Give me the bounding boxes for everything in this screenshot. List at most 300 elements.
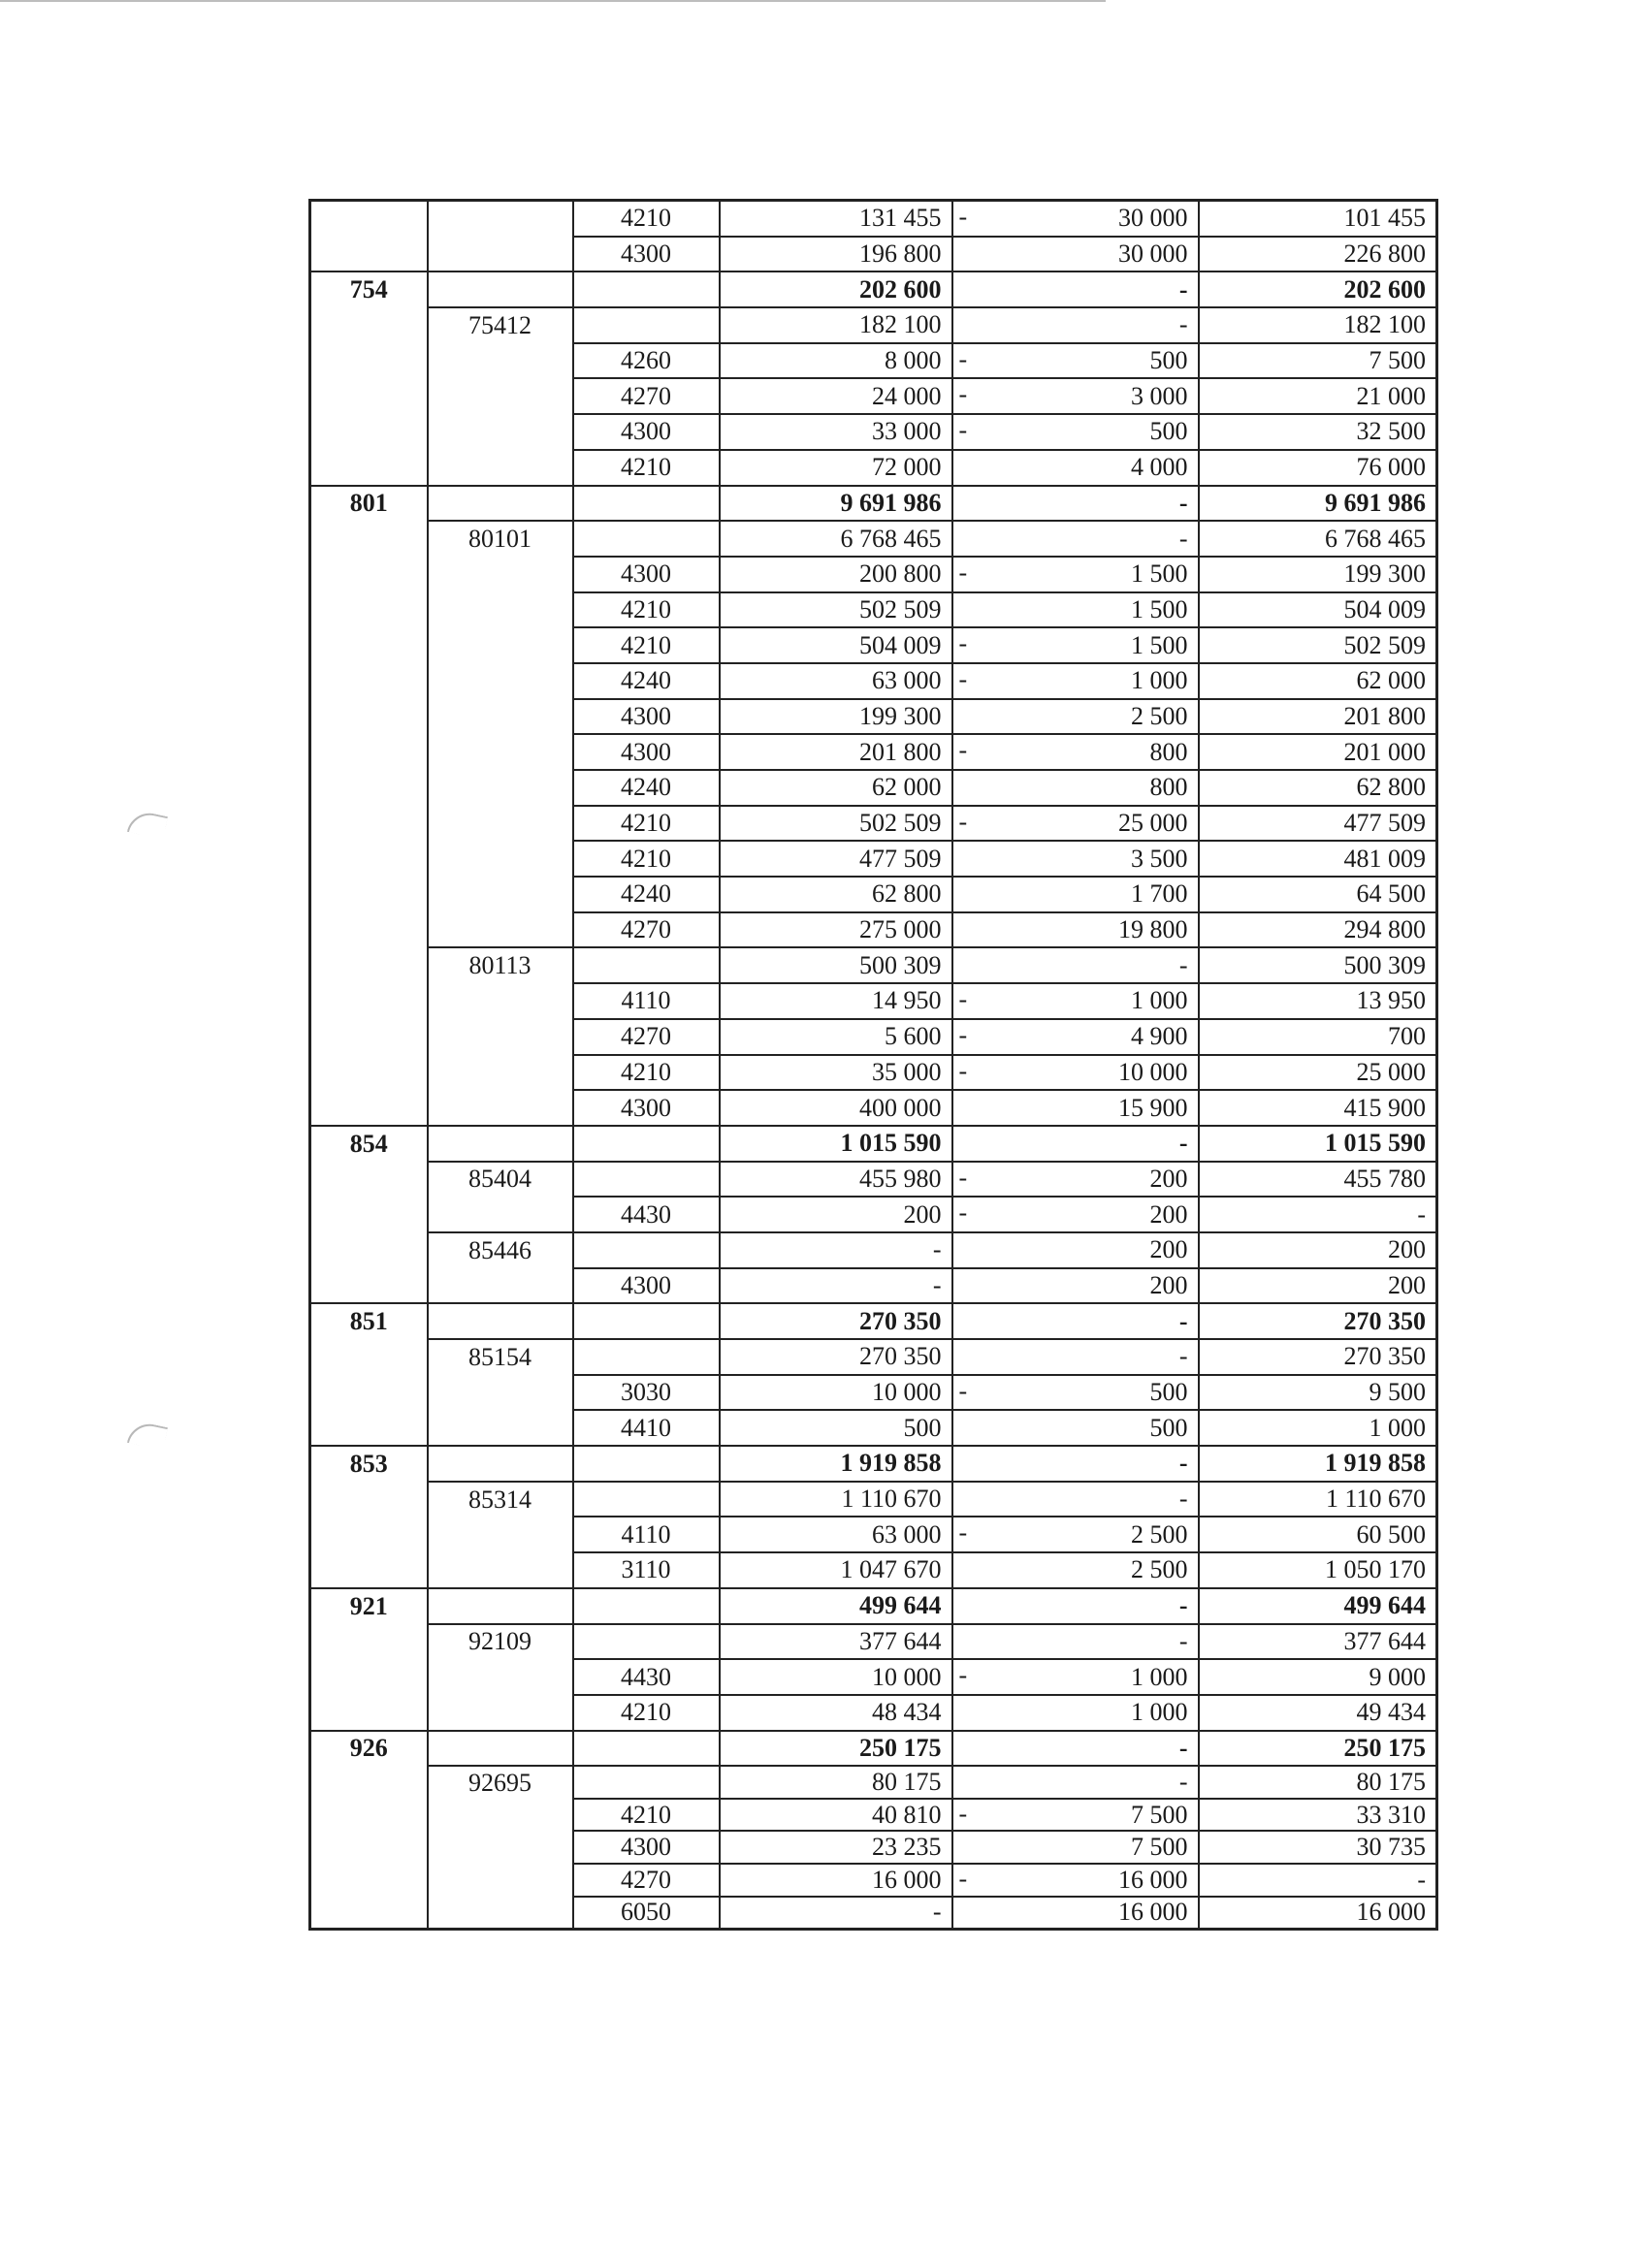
amount-before-cell: 5 600 (720, 1019, 952, 1055)
chapter-code-cell (428, 1126, 573, 1162)
amount-before-cell: 377 644 (720, 1624, 952, 1660)
table-row (310, 1090, 1437, 1126)
amount-before-cell: 400 000 (720, 1090, 952, 1126)
amount-before-cell: 270 350 (720, 1303, 952, 1339)
change-cell (952, 378, 1199, 414)
amount-before-cell: 500 309 (720, 947, 952, 983)
chapter-code-cell (428, 1410, 573, 1446)
section-code-cell (310, 1517, 428, 1552)
chapter-code-cell (428, 806, 573, 842)
section-code-cell (310, 1799, 428, 1832)
amount-after-cell: 200 (1199, 1268, 1437, 1304)
change-cell (952, 1517, 1199, 1552)
section-code-cell (310, 1897, 428, 1930)
amount-after-cell: 504 009 (1199, 592, 1437, 628)
section-code-cell (310, 627, 428, 663)
paragraph-code-cell (573, 272, 720, 307)
change-cell (952, 912, 1199, 948)
change-value: 800 (1149, 737, 1188, 766)
table-row (310, 1864, 1437, 1897)
section-code-cell (310, 841, 428, 877)
paragraph-code-cell: 4300 (573, 699, 720, 735)
change-cell (952, 486, 1199, 522)
amount-after-cell: 500 309 (1199, 947, 1437, 983)
amount-after-cell: 1 919 858 (1199, 1446, 1437, 1482)
paragraph-code-cell (573, 1162, 720, 1198)
chapter-row (310, 1482, 1437, 1517)
change-value: 1 000 (1131, 986, 1188, 1015)
amount-before-cell: 196 800 (720, 237, 952, 272)
table-row (310, 1055, 1437, 1091)
amount-after-cell: 455 780 (1199, 1162, 1437, 1198)
change-value: 500 (1149, 417, 1188, 446)
section-code-cell (310, 1659, 428, 1695)
change-cell (952, 983, 1199, 1019)
change-value: - (1178, 1449, 1188, 1478)
section-code-cell (310, 912, 428, 948)
paragraph-code-cell: 3030 (573, 1375, 720, 1411)
chapter-code-cell (428, 1303, 573, 1339)
table-row (310, 877, 1437, 912)
amount-after-cell: 30 735 (1199, 1831, 1437, 1864)
amount-before-cell: 182 100 (720, 307, 952, 343)
change-value: 30 000 (1118, 240, 1188, 269)
change-value: 4 900 (1131, 1022, 1188, 1051)
amount-before-cell: 250 175 (720, 1731, 952, 1767)
chapter-code-cell (428, 1831, 573, 1864)
change-value: 1 500 (1131, 630, 1188, 659)
change-cell (952, 1375, 1199, 1411)
change-cell (952, 1552, 1199, 1588)
chapter-code-cell: 85446 (428, 1232, 573, 1268)
amount-before-cell: 199 300 (720, 699, 952, 735)
section-code-cell (310, 1197, 428, 1232)
chapter-code-cell (428, 486, 573, 522)
decrease-sign: - (958, 985, 968, 1014)
change-value: 3 500 (1131, 844, 1188, 873)
paragraph-code-cell: 4410 (573, 1410, 720, 1446)
decrease-sign: - (958, 1163, 968, 1192)
section-code-cell (310, 450, 428, 486)
amount-after-cell: 33 310 (1199, 1799, 1437, 1832)
chapter-code-cell (428, 1197, 573, 1232)
paragraph-code-cell: 4300 (573, 1090, 720, 1126)
change-cell (952, 414, 1199, 450)
section-code-cell: 853 (310, 1446, 428, 1482)
chapter-code-cell (428, 1517, 573, 1552)
change-value: 25 000 (1118, 809, 1188, 838)
chapter-code-cell: 80113 (428, 947, 573, 983)
paragraph-code-cell: 4270 (573, 1864, 720, 1897)
table-row (310, 1552, 1437, 1588)
paragraph-code-cell: 4210 (573, 201, 720, 237)
amount-before-cell: 504 009 (720, 627, 952, 663)
change-value: - (1178, 1485, 1188, 1514)
change-value: 200 (1149, 1235, 1188, 1264)
amount-after-cell: 80 175 (1199, 1766, 1437, 1799)
amount-before-cell: 80 175 (720, 1766, 952, 1799)
paragraph-code-cell: 4300 (573, 414, 720, 450)
section-row (310, 1303, 1437, 1339)
amount-before-cell: 23 235 (720, 1831, 952, 1864)
change-value: - (1178, 950, 1188, 979)
chapter-code-cell (428, 1864, 573, 1897)
table-row (310, 378, 1437, 414)
change-cell (952, 1624, 1199, 1660)
chapter-code-cell: 85404 (428, 1162, 573, 1198)
decrease-sign: - (958, 558, 968, 587)
change-value: 800 (1149, 773, 1188, 802)
amount-after-cell: - (1199, 1864, 1437, 1897)
section-row (310, 1126, 1437, 1162)
change-value: - (1178, 1129, 1188, 1158)
chapter-code-cell (428, 877, 573, 912)
chapter-code-cell (428, 734, 573, 770)
amount-before-cell: - (720, 1232, 952, 1268)
change-cell (952, 307, 1199, 343)
table-row (310, 1410, 1437, 1446)
section-code-cell (310, 201, 428, 237)
change-value: 15 900 (1118, 1093, 1188, 1122)
paragraph-code-cell: 4300 (573, 557, 720, 592)
amount-before-cell: 33 000 (720, 414, 952, 450)
amount-after-cell: 49 434 (1199, 1695, 1437, 1731)
amount-after-cell: 700 (1199, 1019, 1437, 1055)
change-cell (952, 557, 1199, 592)
change-cell (952, 1588, 1199, 1624)
section-code-cell (310, 343, 428, 379)
decrease-sign: - (958, 1799, 968, 1828)
amount-before-cell: 24 000 (720, 378, 952, 414)
amount-after-cell: 499 644 (1199, 1588, 1437, 1624)
section-code-cell (310, 1375, 428, 1411)
change-cell (952, 1090, 1199, 1126)
amount-after-cell: 226 800 (1199, 237, 1437, 272)
amount-before-cell: 6 768 465 (720, 521, 952, 557)
change-value: 200 (1149, 1164, 1188, 1193)
change-value: 30 000 (1118, 204, 1188, 233)
amount-before-cell: 14 950 (720, 983, 952, 1019)
amount-after-cell: 201 000 (1199, 734, 1437, 770)
change-value: 3 000 (1131, 381, 1188, 410)
paragraph-code-cell (573, 486, 720, 522)
change-cell (952, 734, 1199, 770)
section-code-cell (310, 1268, 428, 1304)
change-cell (952, 663, 1199, 699)
change-value: 1 000 (1131, 666, 1188, 695)
table-row (310, 1799, 1437, 1832)
chapter-code-cell (428, 1268, 573, 1304)
section-row (310, 1446, 1437, 1482)
chapter-code-cell: 92695 (428, 1766, 573, 1799)
change-cell (952, 450, 1199, 486)
change-value: 500 (1149, 346, 1188, 375)
amount-before-cell: 1 015 590 (720, 1126, 952, 1162)
chapter-code-cell (428, 378, 573, 414)
decrease-sign: - (958, 344, 968, 373)
section-code-cell (310, 699, 428, 735)
amount-after-cell: 1 000 (1199, 1410, 1437, 1446)
table-row (310, 237, 1437, 272)
chapter-code-cell (428, 1552, 573, 1588)
amount-after-cell: 415 900 (1199, 1090, 1437, 1126)
punch-hole-mark (127, 809, 168, 839)
amount-after-cell: 9 500 (1199, 1375, 1437, 1411)
chapter-code-cell (428, 343, 573, 379)
amount-before-cell: - (720, 1268, 952, 1304)
paragraph-code-cell: 4240 (573, 877, 720, 912)
change-cell (952, 1482, 1199, 1517)
paragraph-code-cell: 4300 (573, 1268, 720, 1304)
decrease-sign: - (958, 1198, 968, 1228)
change-value: 500 (1149, 1413, 1188, 1442)
amount-after-cell: - (1199, 1197, 1437, 1232)
paragraph-code-cell: 4210 (573, 627, 720, 663)
paragraph-code-cell: 4210 (573, 1695, 720, 1731)
amount-after-cell: 6 768 465 (1199, 521, 1437, 557)
paragraph-code-cell: 4210 (573, 1799, 720, 1832)
section-code-cell (310, 1831, 428, 1864)
amount-after-cell: 1 050 170 (1199, 1552, 1437, 1588)
change-cell (952, 201, 1199, 237)
paragraph-code-cell: 4270 (573, 378, 720, 414)
change-cell (952, 1055, 1199, 1091)
paragraph-code-cell (573, 1303, 720, 1339)
chapter-code-cell (428, 1019, 573, 1055)
change-value: 200 (1149, 1199, 1188, 1229)
section-row (310, 1588, 1437, 1624)
change-value: - (1178, 488, 1188, 517)
amount-after-cell: 64 500 (1199, 877, 1437, 912)
change-cell (952, 1232, 1199, 1268)
paragraph-code-cell: 4210 (573, 806, 720, 842)
amount-before-cell: 1 047 670 (720, 1552, 952, 1588)
change-value: 1 500 (1131, 594, 1188, 623)
amount-after-cell: 60 500 (1199, 1517, 1437, 1552)
section-code-cell (310, 557, 428, 592)
change-cell (952, 877, 1199, 912)
amount-after-cell: 76 000 (1199, 450, 1437, 486)
paragraph-code-cell: 4210 (573, 592, 720, 628)
change-value: - (1178, 1591, 1188, 1620)
change-value: 1 700 (1131, 879, 1188, 909)
chapter-code-cell: 85314 (428, 1482, 573, 1517)
section-code-cell (310, 1482, 428, 1517)
amount-before-cell: 63 000 (720, 1517, 952, 1552)
decrease-sign: - (958, 1518, 968, 1548)
amount-before-cell: 502 509 (720, 592, 952, 628)
change-cell (952, 237, 1199, 272)
amount-after-cell: 9 000 (1199, 1659, 1437, 1695)
section-code-cell (310, 378, 428, 414)
paragraph-code-cell: 4270 (573, 912, 720, 948)
chapter-code-cell (428, 1055, 573, 1091)
amount-after-cell: 182 100 (1199, 307, 1437, 343)
table-row (310, 1659, 1437, 1695)
change-value: - (1178, 1342, 1188, 1371)
amount-after-cell: 201 800 (1199, 699, 1437, 735)
chapter-code-cell (428, 414, 573, 450)
chapter-code-cell (428, 699, 573, 735)
amount-after-cell: 1 110 670 (1199, 1482, 1437, 1517)
section-row (310, 1731, 1437, 1767)
table-row (310, 770, 1437, 806)
change-cell (952, 1864, 1199, 1897)
table-row (310, 450, 1437, 486)
table-row (310, 201, 1437, 237)
chapter-code-cell (428, 627, 573, 663)
chapter-row (310, 1766, 1437, 1799)
change-cell (952, 1410, 1199, 1446)
table-row (310, 1197, 1437, 1232)
amount-before-cell: 48 434 (720, 1695, 952, 1731)
section-code-cell (310, 983, 428, 1019)
paragraph-code-cell: 3110 (573, 1552, 720, 1588)
table-row (310, 1897, 1437, 1930)
change-value: 1 000 (1131, 1698, 1188, 1727)
amount-before-cell: 1 110 670 (720, 1482, 952, 1517)
decrease-sign: - (958, 807, 968, 836)
amount-after-cell: 270 350 (1199, 1339, 1437, 1375)
decrease-sign: - (958, 203, 968, 231)
section-row (310, 272, 1437, 307)
amount-before-cell: 63 000 (720, 663, 952, 699)
paragraph-code-cell: 4270 (573, 1019, 720, 1055)
table-row (310, 1019, 1437, 1055)
amount-before-cell: 275 000 (720, 912, 952, 948)
amount-before-cell: 200 800 (720, 557, 952, 592)
chapter-code-cell (428, 201, 573, 237)
chapter-code-cell: 85154 (428, 1339, 573, 1375)
chapter-row (310, 1232, 1437, 1268)
amount-before-cell: 455 980 (720, 1162, 952, 1198)
section-code-cell (310, 663, 428, 699)
change-value: 19 800 (1118, 915, 1188, 944)
chapter-code-cell (428, 557, 573, 592)
paragraph-code-cell (573, 947, 720, 983)
change-cell (952, 1162, 1199, 1198)
amount-before-cell: 500 (720, 1410, 952, 1446)
amount-before-cell: 270 350 (720, 1339, 952, 1375)
decrease-sign: - (958, 1020, 968, 1049)
change-cell (952, 1339, 1199, 1375)
section-code-cell (310, 1019, 428, 1055)
chapter-code-cell (428, 663, 573, 699)
chapter-code-cell (428, 1588, 573, 1624)
change-cell (952, 1197, 1199, 1232)
amount-before-cell: 62 800 (720, 877, 952, 912)
budget-changes-table (308, 199, 1438, 1931)
change-cell (952, 1446, 1199, 1482)
paragraph-code-cell: 4300 (573, 734, 720, 770)
amount-after-cell: 250 175 (1199, 1731, 1437, 1767)
change-cell (952, 272, 1199, 307)
change-value: - (1178, 310, 1188, 339)
paragraph-code-cell: 4110 (573, 1517, 720, 1552)
amount-before-cell: 499 644 (720, 1588, 952, 1624)
amount-after-cell: 9 691 986 (1199, 486, 1437, 522)
table-row (310, 592, 1437, 628)
section-code-cell (310, 237, 428, 272)
chapter-row (310, 307, 1437, 343)
change-cell (952, 1303, 1199, 1339)
change-value: 500 (1149, 1378, 1188, 1407)
amount-after-cell: 270 350 (1199, 1303, 1437, 1339)
amount-before-cell: 35 000 (720, 1055, 952, 1091)
change-cell (952, 1731, 1199, 1767)
decrease-sign: - (958, 736, 968, 765)
change-cell (952, 947, 1199, 983)
change-cell (952, 1019, 1199, 1055)
change-value: - (1178, 1733, 1188, 1762)
section-code-cell (310, 307, 428, 343)
change-value: - (1178, 1768, 1188, 1797)
table-row (310, 414, 1437, 450)
change-cell (952, 1766, 1199, 1799)
change-value: - (1178, 1626, 1188, 1655)
change-cell (952, 521, 1199, 557)
paragraph-code-cell: 4300 (573, 237, 720, 272)
chapter-code-cell: 80101 (428, 521, 573, 557)
section-code-cell (310, 592, 428, 628)
change-value: - (1178, 274, 1188, 303)
section-code-cell: 921 (310, 1588, 428, 1624)
paragraph-code-cell: 4210 (573, 450, 720, 486)
chapter-code-cell (428, 983, 573, 1019)
section-code-cell (310, 521, 428, 557)
change-cell (952, 841, 1199, 877)
change-cell (952, 1126, 1199, 1162)
change-value: 4 000 (1131, 453, 1188, 482)
amount-before-cell: 201 800 (720, 734, 952, 770)
decrease-sign: - (958, 416, 968, 445)
amount-after-cell: 377 644 (1199, 1624, 1437, 1660)
amount-after-cell: 199 300 (1199, 557, 1437, 592)
amount-after-cell: 25 000 (1199, 1055, 1437, 1091)
change-value: 7 500 (1131, 1833, 1188, 1862)
decrease-sign: - (958, 629, 968, 658)
amount-after-cell: 16 000 (1199, 1897, 1437, 1930)
table-row (310, 1695, 1437, 1731)
chapter-code-cell (428, 237, 573, 272)
chapter-row (310, 1162, 1437, 1198)
change-cell (952, 1659, 1199, 1695)
decrease-sign: - (958, 664, 968, 693)
change-value: - (1178, 1306, 1188, 1335)
change-cell (952, 627, 1199, 663)
paragraph-code-cell: 4260 (573, 343, 720, 379)
paragraph-code-cell: 4240 (573, 770, 720, 806)
section-code-cell (310, 1864, 428, 1897)
section-code-cell: 926 (310, 1731, 428, 1767)
paragraph-code-cell (573, 1126, 720, 1162)
section-code-cell (310, 1695, 428, 1731)
change-cell (952, 699, 1199, 735)
change-value: 16 000 (1118, 1898, 1188, 1927)
section-code-cell (310, 947, 428, 983)
amount-after-cell: 202 600 (1199, 272, 1437, 307)
table-row (310, 1831, 1437, 1864)
amount-after-cell: 1 015 590 (1199, 1126, 1437, 1162)
change-value: - (1178, 524, 1188, 553)
paragraph-code-cell: 4300 (573, 1831, 720, 1864)
change-cell (952, 806, 1199, 842)
paragraph-code-cell: 4430 (573, 1659, 720, 1695)
change-cell (952, 1897, 1199, 1930)
table-row (310, 734, 1437, 770)
table-row (310, 983, 1437, 1019)
chapter-code-cell (428, 1799, 573, 1832)
